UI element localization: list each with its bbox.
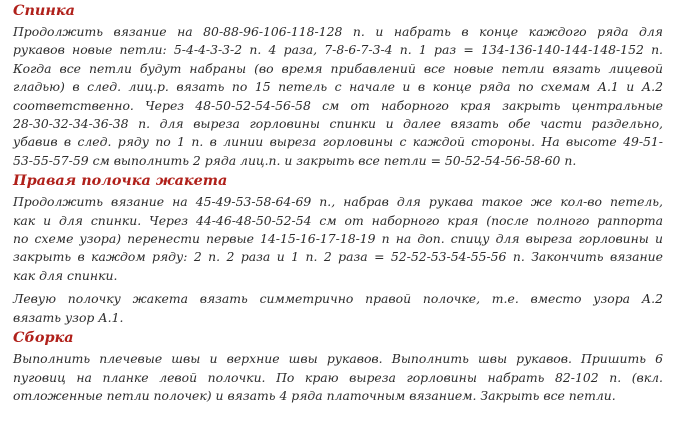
text-line: закрыть в каждом ряду: 2 п. 2 раза и 1 п. 2 раза = 52-52-53-54-55-56 п. Закончить вязание xyxy=(13,249,663,265)
text-line: как и для спинки. Через 44-46-48-50-52-54 см от наборного края (после полного раппорта xyxy=(13,212,663,228)
text-line: гладью) в след. лиц.р. вязать по 15 петель с начале и в конце ряда по схемам А.1 и А.2 xyxy=(13,79,663,95)
text-line: Продолжить вязание на 80-88-96-106-118-128 п. и набрать в конце каждого ряда для xyxy=(13,24,663,39)
section-right-front-paragraph xyxy=(13,193,663,285)
text-line: как для спинки. xyxy=(13,267,118,283)
section-heading-back: Спинка xyxy=(13,2,75,19)
text-line: пуговиц на планке левой полочки. По краю выреза горловины набрать 82-102 п. (вкл. xyxy=(13,369,663,385)
text-line: рукавов новые петли: 5-4-4-3-3-2 п. 4 раза, 7-8-6-7-3-4 п. 1 раз = 134-136-140-144-148-152 п. xyxy=(13,42,663,58)
section-assembly-paragraph xyxy=(13,350,663,405)
section-left-front-paragraph xyxy=(13,290,663,327)
text-line: Выполнить плечевые швы и верхние швы рукавов. Выполнить швы рукавов. Пришить 6 xyxy=(13,351,663,367)
section-heading-assembly: Сборка xyxy=(13,329,74,347)
text-line: соответственно. Через 48-50-52-54-56-58 см от наборного края закрыть центральные xyxy=(13,97,663,113)
text-line: убавив в след. ряду по 1 п. в линии выреза горловины с каждой стороны. На высоте 49-51- xyxy=(13,134,663,150)
section-back-paragraph xyxy=(13,23,663,170)
pattern-document xyxy=(13,1,663,405)
text-line: 28-30-32-34-36-38 п. для выреза горловины спинки и далее вязать обе части раздельно, xyxy=(13,116,663,132)
section-heading-right-front: Правая полочка жакета xyxy=(13,172,228,190)
text-line: Левую полочку жакета вязать симметрично правой полочке, т.е. вместо узора А.2 xyxy=(13,291,663,307)
text-line: по схеме узора) перенести первые 14-15-16-17-18-19 п на доп. спицу для выреза горловины и xyxy=(13,231,663,247)
text-line: отложенные петли полочек) и вязать 4 ряда платочным вязанием. Закрыть все петли. xyxy=(13,387,616,403)
text-line: вязать узор А.1. xyxy=(13,309,124,325)
text-line: 53-55-57-59 см выполнить 2 ряда лиц.п. и закрыть все петли = 50-52-54-56-58-60 п. xyxy=(13,152,577,168)
text-line: Когда все петли будут набраны (во время прибавлений все новые петли вязать лицевой xyxy=(13,60,663,76)
text-line: Продолжить вязание на 45-49-53-58-64-69 п., набрав для рукава такое же кол-во петель, xyxy=(13,194,663,210)
